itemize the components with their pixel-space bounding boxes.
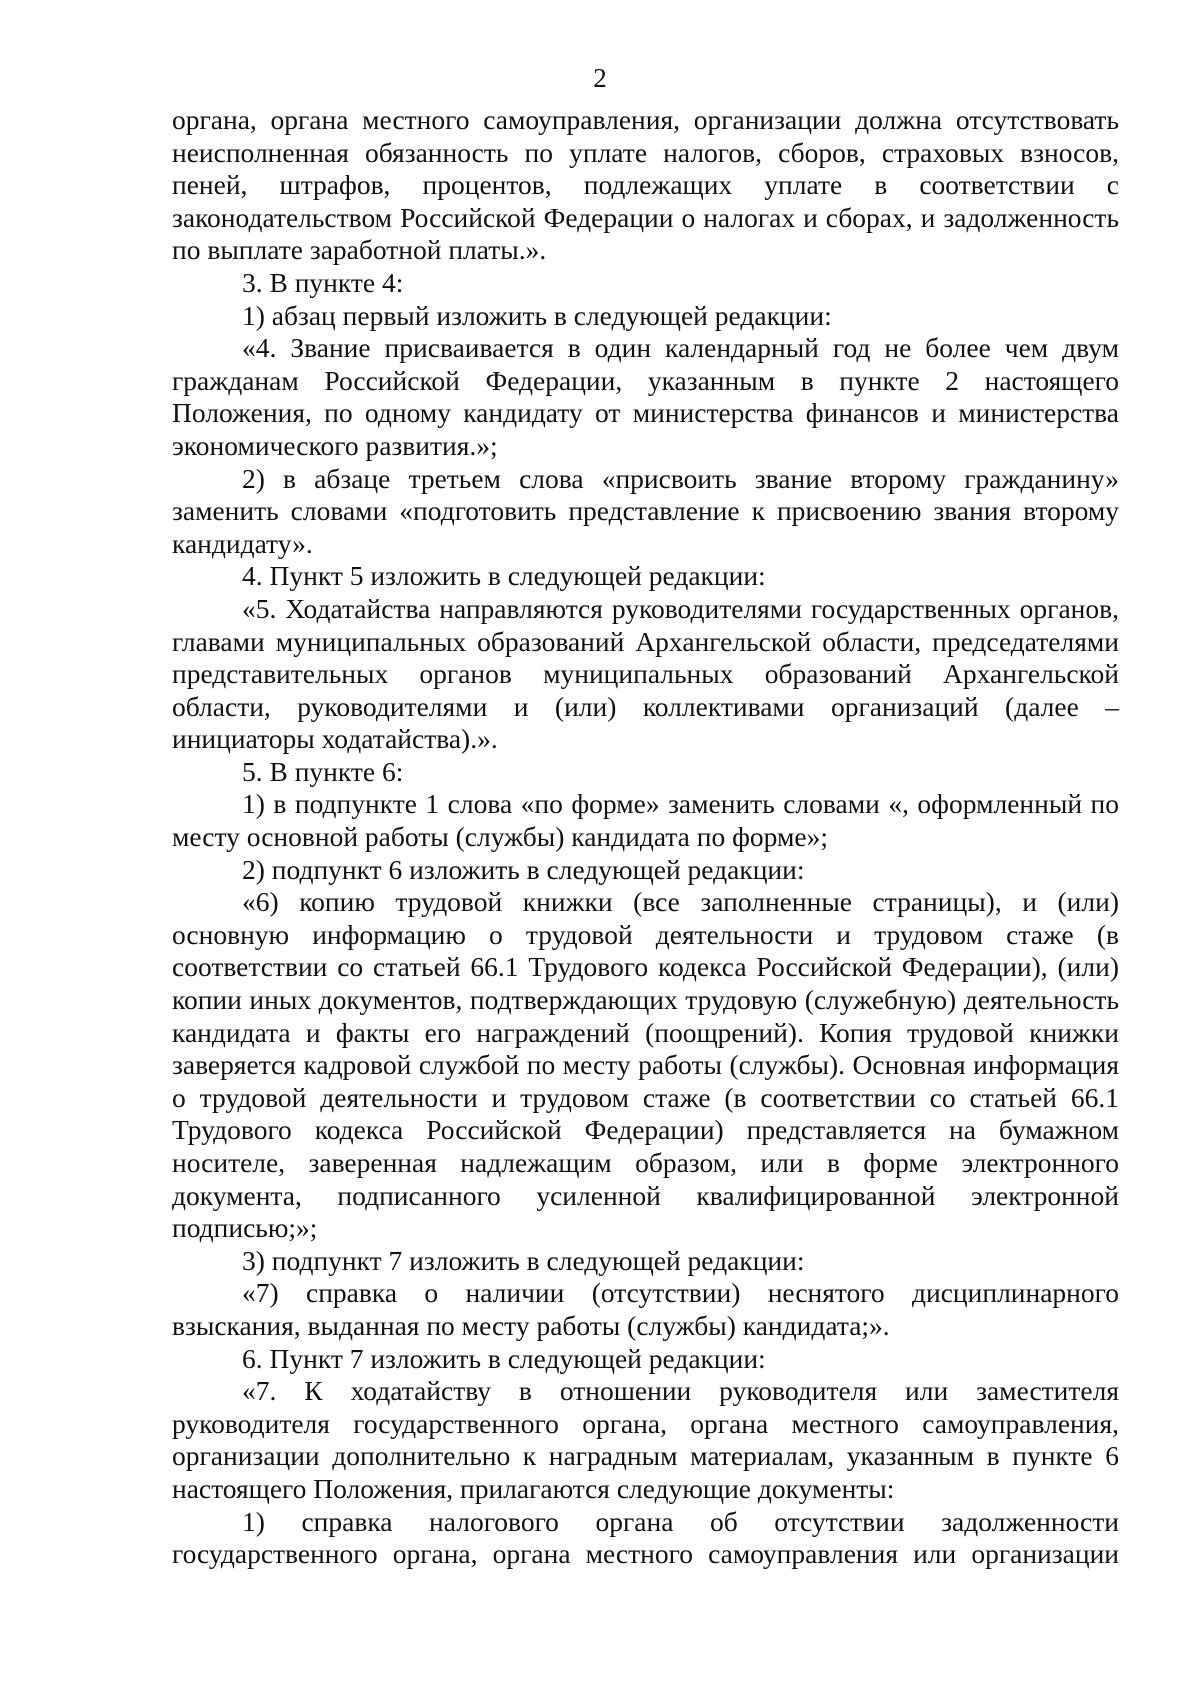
paragraph: 2) в абзаце третьем слова «присвоить звание второму гражданину» заменить словами «подготовить представление к присвоению звания второму кандидату». — [172, 462, 1119, 559]
paragraph: 3. В пункте 4: — [242, 266, 404, 298]
paragraph: «5. Ходатайства направляются руководителями государственных органов, главами муниципальных образований Архангельской области, председателями представительных органов муниципальных образований Архангельской области, руководителями и (или) коллективами организаций (далее – инициаторы ходатайства).». — [172, 592, 1119, 755]
document-body — [172, 104, 1119, 1571]
paragraph: «7. К ходатайству в отношении руководителя или заместителя руководителя государственного органа, органа местного самоуправления, организации дополнительно к наградным материалам, указанным в пункте 6 настоящего Положения, прилагаются следующие документы: — [172, 1375, 1119, 1504]
paragraph: органа, органа местного самоуправления, организации должна отсутствовать неисполненная обязанность по уплате налогов, сборов, страховых взносов, пеней, штрафов, процентов, подлежащих уплате в соответствии с законодательством Российской Федерации о налогах и сборах, и задолженность по выплате заработной платы.». — [172, 104, 1119, 266]
paragraph: «7) справка о наличии (отсутствии) неснятого дисциплинарного взыскания, выданная по месту работы (службы) кандидата;». — [172, 1277, 1119, 1341]
paragraph: 5. В пункте 6: — [242, 755, 404, 787]
page-number: 2 — [593, 63, 607, 93]
paragraph: 1) в подпункте 1 слова «по форме» заменить словами «, оформленный по месту основной работы (службы) кандидата по форме»; — [172, 788, 1119, 853]
paragraph: 4. Пункт 5 изложить в следующей редакции: — [242, 560, 766, 592]
paragraph: 1) абзац первый изложить в следующей редакции: — [242, 299, 832, 331]
paragraph: 3) подпункт 7 изложить в следующей редакции: — [242, 1244, 805, 1276]
paragraph: «6) копию трудовой книжки (все заполненные страницы), и (или) основную информацию о трудовой деятельности и трудовом стаже (в соответствии со статьей 66.1 Трудового кодекса Российской Федерации), (или) копии иных документов, подтверждающих трудовую (служебную) деятельность кандидата и факты его награждений (поощрений). Копия трудовой книжки заверяется кадровой службой по месту работы (службы). Основная информация о трудовой деятельности и трудовом стаже (в соответствии со статьей 66.1 Трудового кодекса Российской Федерации) представляется на бумажном носителе, заверенная надлежащим образом, или в форме электронного документа, подписанного усиленной квалифицированной электронной подписью;»; — [172, 886, 1119, 1244]
paragraph: «4. Звание присваивается в один календарный год не более чем двум гражданам Российской Федерации, указанным в пункте 2 настоящего Положения, по одному кандидату от министерства финансов и министерства экономического развития.»; — [172, 332, 1119, 461]
paragraph: 6. Пункт 7 изложить в следующей редакции: — [242, 1342, 766, 1374]
paragraph: 2) подпункт 6 изложить в следующей редакции: — [242, 853, 805, 885]
paragraph: 1) справка налогового органа об отсутствии задолженности государственного органа, органа местного самоуправления или организации — [172, 1505, 1119, 1570]
